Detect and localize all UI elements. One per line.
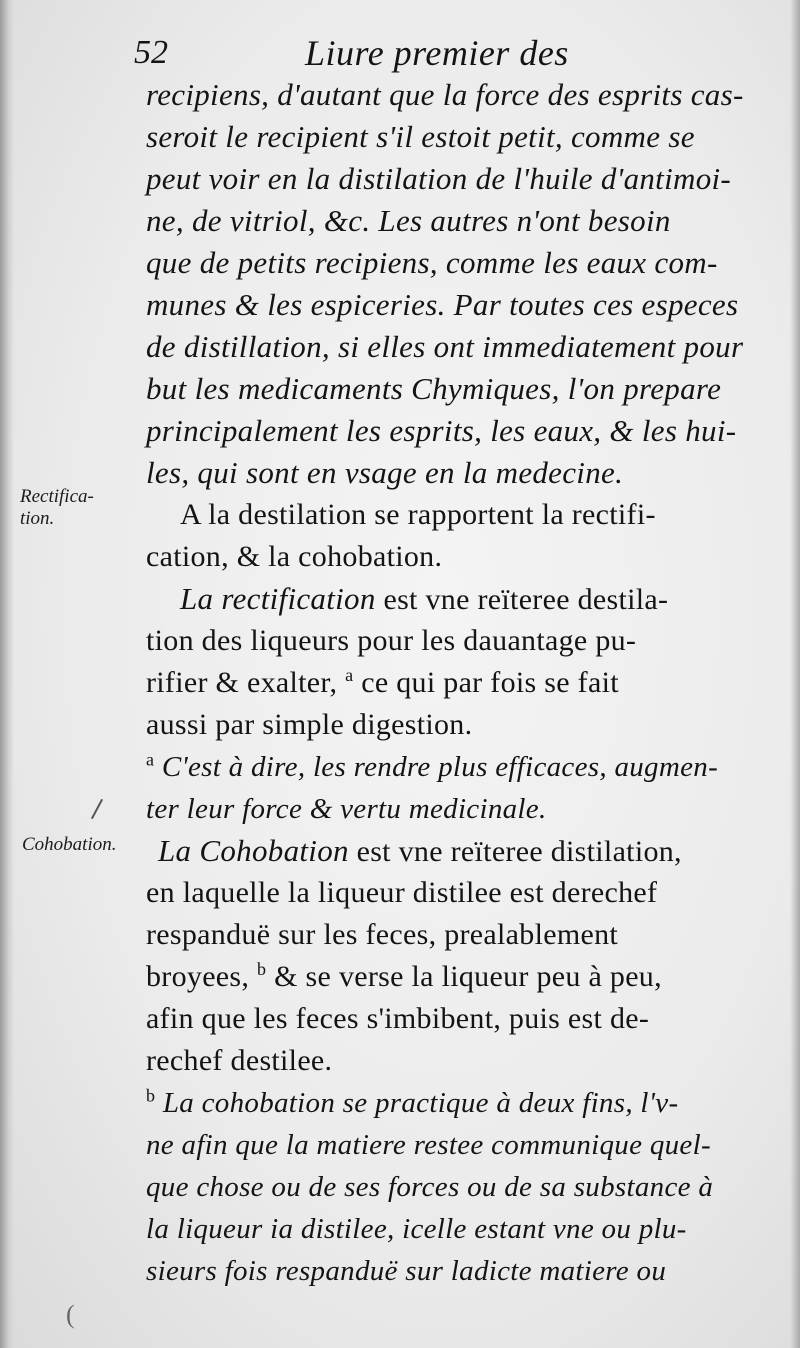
running-head: Liure premier des — [305, 33, 569, 73]
text-line: seroit le recipient s'il estoit petit, comme se — [146, 119, 695, 154]
page-edge-shadow — [790, 0, 800, 1348]
ink-mark-paren: ( — [66, 1300, 75, 1329]
term-rectification: La rectification — [180, 581, 376, 616]
note-marker-a: a — [146, 749, 155, 770]
text-line — [146, 662, 742, 704]
text-line: la liqueur ia distilee, icelle estant vne ou plu- — [146, 1213, 687, 1245]
text-line: aussi par simple digestion. — [146, 708, 473, 741]
text-line: en laquelle la liqueur distilee est derechef — [146, 876, 658, 909]
paragraph-rectification — [146, 578, 742, 620]
text-span: C'est à dire, les rendre plus efficaces, augmen- — [154, 751, 719, 783]
text-span: & se verse la liqueur peu à peu, — [266, 960, 662, 993]
text-span: est vne reïteree distilation, — [348, 835, 682, 868]
text-line: de distillation, si elles ont immediatement pour — [146, 329, 744, 364]
text-line — [146, 956, 742, 998]
paragraph-cohobation — [146, 830, 742, 872]
margin-note-cohobation — [22, 834, 116, 856]
page-number: 52 — [134, 34, 168, 71]
text-line: rechef destilee. — [146, 1044, 333, 1077]
margin-note-rectification-text: Rectifica- tion. — [20, 486, 94, 529]
text-line: que de petits recipiens, comme les eaux com- — [146, 245, 718, 280]
text-line: les, qui sont en vsage en la medecine. — [146, 455, 624, 490]
page-header — [130, 28, 750, 78]
footnote-a — [146, 746, 742, 788]
ink-mark — [91, 799, 103, 819]
footnote-b — [146, 1082, 742, 1124]
text-line: ne afin que la matiere restee communique quel- — [146, 1129, 711, 1161]
margin-note-cohobation-text: Cohobation. — [22, 834, 117, 855]
text-line: tion des liqueurs pour les dauantage pu- — [146, 624, 637, 657]
text-line: principalement les esprits, les eaux, & les hui- — [146, 413, 737, 448]
text-line: que chose ou de ses forces ou de sa substance à — [146, 1171, 714, 1203]
text-line: afin que les feces s'imbibent, puis est de- — [146, 1002, 650, 1035]
text-line: respanduë sur les feces, prealablement — [146, 918, 619, 951]
text-line: sieurs fois respanduë sur ladicte matiere ou — [146, 1255, 667, 1287]
text-line: but les medicaments Chymiques, l'on prepare — [146, 371, 722, 406]
page-gutter-shadow — [0, 0, 14, 1348]
note-marker-b: b — [146, 1085, 156, 1106]
paragraph-destilation: A la destilation se rapportent la rectifi- — [180, 498, 656, 531]
text-line: ter leur force & vertu medicinale. — [146, 793, 547, 825]
text-line: cation, & la cohobation. — [146, 540, 443, 573]
text-span: La cohobation se practique à deux fins, l'v- — [155, 1087, 679, 1119]
term-cohobation: La Cohobation — [158, 833, 349, 868]
text-span: ce qui par fois se fait — [353, 666, 619, 699]
note-marker-a: a — [345, 665, 354, 685]
body-text — [146, 74, 742, 1292]
text-span: rifier & exalter, — [146, 666, 346, 699]
text-span: est vne reïteree destila- — [375, 583, 669, 616]
text-line: peut voir en la distilation de l'huile d'antimoi- — [146, 161, 732, 196]
margin-note-rectification — [20, 486, 94, 530]
text-span: broyees, — [146, 960, 257, 993]
note-marker-b: b — [257, 959, 267, 979]
text-line: ne, de vitriol, &c. Les autres n'ont besoin — [146, 203, 671, 238]
text-line: recipiens, d'autant que la force des esprits cas- — [146, 77, 744, 112]
text-line: munes & les espiceries. Par toutes ces especes — [146, 287, 739, 322]
